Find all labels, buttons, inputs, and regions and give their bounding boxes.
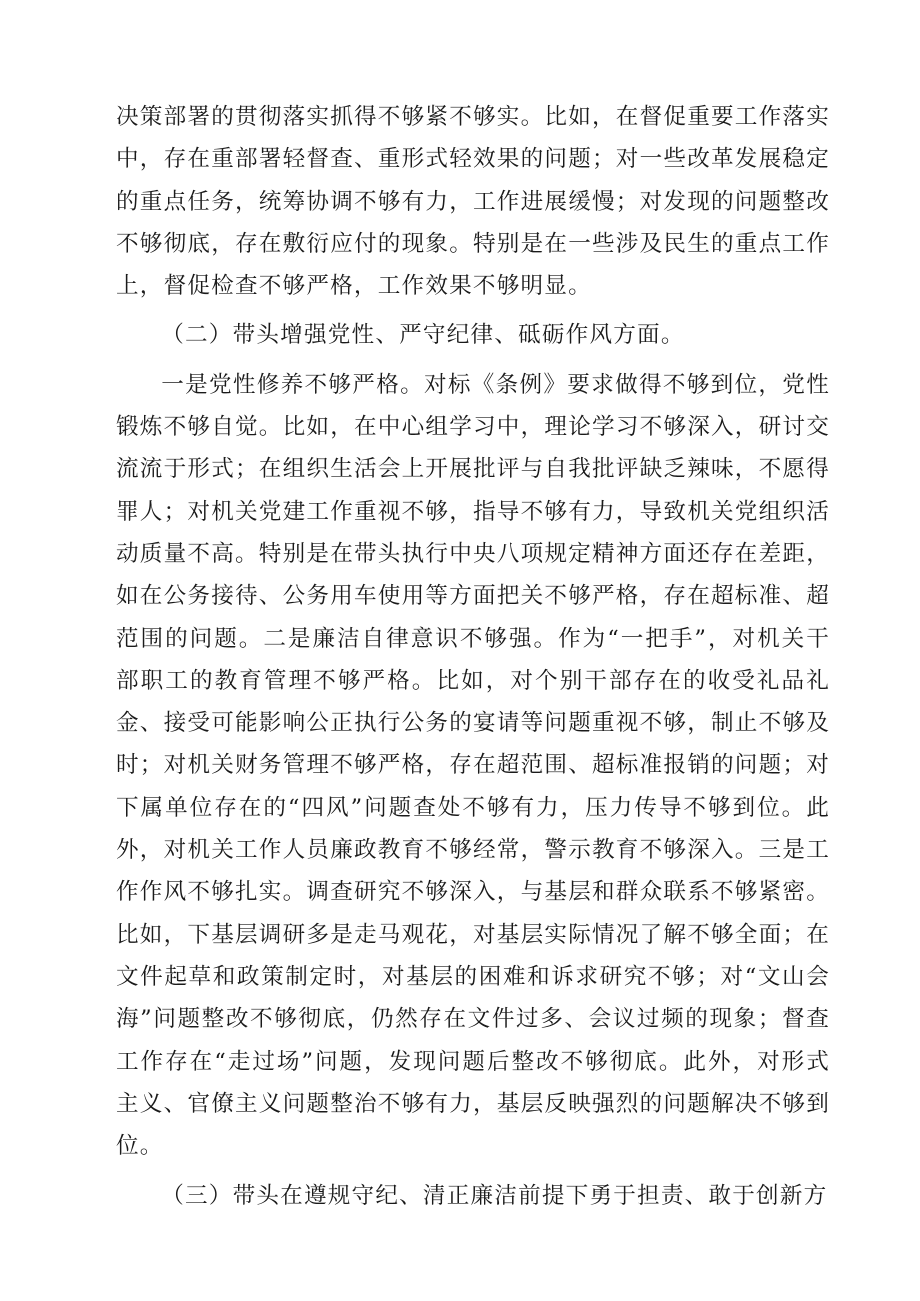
paragraph-party-spirit: 一是党性修养不够严格。对标《条例》要求做得不够到位，党性锻炼不够自觉。比如，在中心组学习中，理论学习不够深入，研讨交流流于形式；在组织生活会上开展批评与自我批评缺乏辣味，不愿得罪人；对机关党建工作重视不够，指导不够有力，导致机关党组织活动质量不高。特别是在带头执行中央八项规定精神方面还存在差距，如在公务接待、公务用车使用等方面把关不够严格，存在超标准、超范围的问题。二是廉洁自律意识不够强。作为“一把手”，对机关干部职工的教育管理不够严格。比如，对个别干部存在的收受礼品礼金、接受可能影响公正执行公务的宴请等问题重视不够，制止不够及时；对机关财务管理不够严格，存在超范围、超标准报销的问题；对下属单位存在的“四风”问题查处不够有力，压力传导不够到位。此外，对机关工作人员廉政教育不够经常，警示教育不够深入。三是工作作风不够扎实。调查研究不够深入，与基层和群众联系不够紧密。比如，下基层调研多是走马观花，对基层实际情况了解不够全面；在文件起草和政策制定时，对基层的困难和诉求研究不够；对“文山会海”问题整改不够彻底，仍然存在文件过多、会议过频的现象；督查工作存在“走过场”问题，发现问题后整改不够彻底。此外，对形式主义、官僚主义问题整治不够有力，基层反映强烈的问题解决不够到位。	[116, 371, 830, 1160]
paragraph-continuation: 决策部署的贯彻落实抓得不够紧不够实。比如，在督促重要工作落实中，存在重部署轻督查、重形式轻效果的问题；对一些改革发展稳定的重点任务，统筹协调不够有力，工作进展缓慢；对发现的问题整改不够彻底，存在敷衍应付的现象。特别是在一些涉及民生的重点工作上，督促检查不够严格，工作效果不够明显。	[116, 104, 830, 300]
section-heading-2: （二）带头增强党性、严守纪律、砥砺作风方面。	[161, 322, 685, 349]
section-heading-3: （三）带头在遵规守纪、清正廉洁前提下勇于担责、敢于创新方	[161, 1183, 828, 1210]
document-page	[116, 96, 830, 1218]
